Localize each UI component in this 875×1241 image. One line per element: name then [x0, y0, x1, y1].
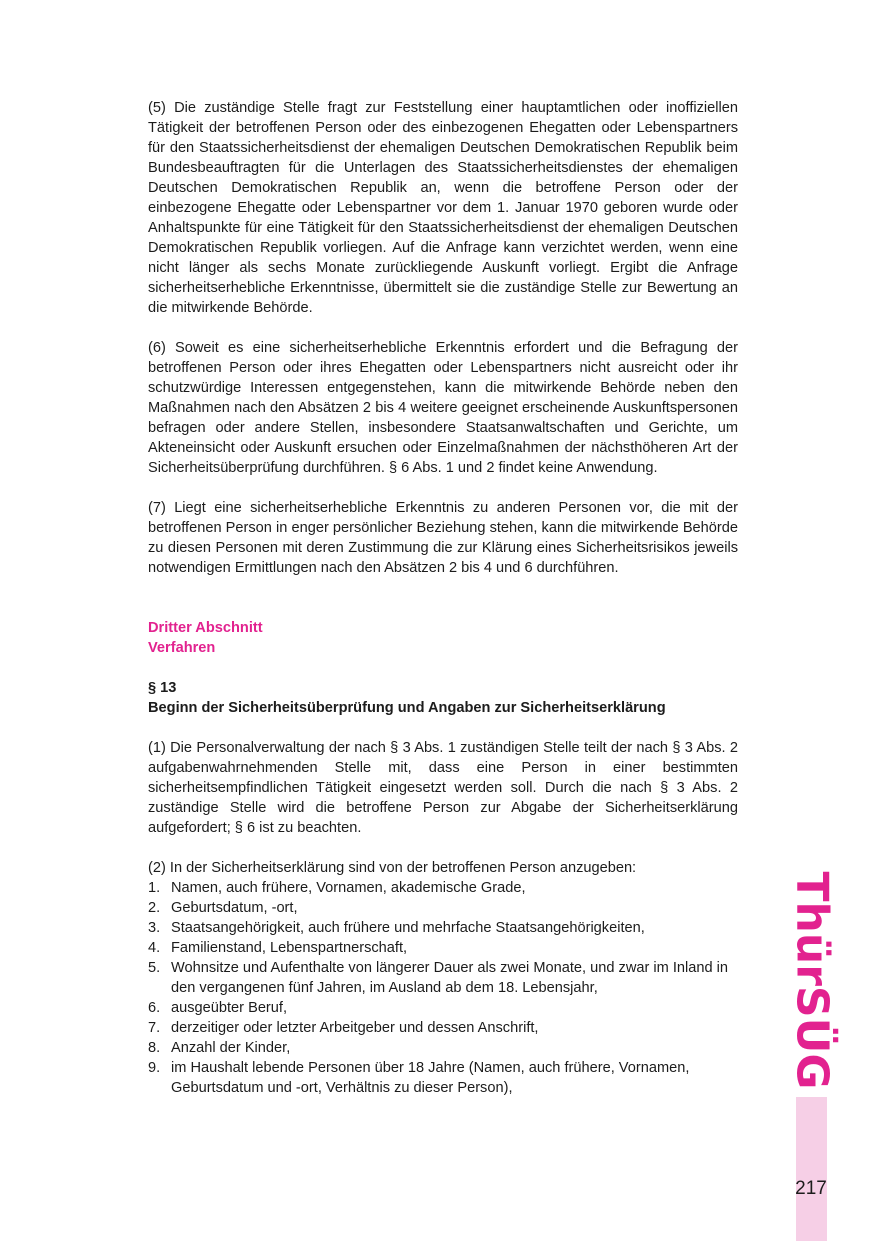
paragraph-7: (7) Liegt eine sicherheitserhebliche Erkenntnis zu anderen Personen vor, die mit der betroffenen Person in enger persönlicher Beziehung stehen, kann die mitwirkende Behörde zu diesen Personen mit deren Zustimmung die zur Klärung eines Sicherheitsrisikos jeweils notwendigen Ermittlungen nach den Absätzen 2 bis 4 und 6 durchführen.	[148, 500, 738, 576]
side-tab	[796, 1097, 827, 1241]
list-item-number: 6.	[148, 1000, 161, 1016]
list-item	[148, 1058, 738, 1098]
paragraph-number: § 13	[148, 680, 177, 696]
list-item	[148, 938, 738, 958]
side-title	[786, 871, 838, 1089]
list-item-text: Namen, auch frühere, Vornamen, akademische Grade,	[171, 880, 526, 896]
list-item	[148, 898, 738, 918]
list-item-number: 7.	[148, 1020, 161, 1036]
page-content	[148, 98, 738, 1098]
list-item	[148, 958, 738, 998]
declaration-list	[148, 878, 738, 1098]
paragraph-6: (6) Soweit es eine sicherheitserhebliche Erkenntnis erfordert und die Befragung der betroffenen Person oder ihres Ehegatten oder Lebenspartners nicht ausreicht oder ihr schutzwürdige Interessen entgegenstehen, kann die mitwirkende Behörde neben den Maßnahmen nach den Absätzen 2 bis 4 weitere geeignet erscheinende Auskunftspersonen befragen oder andere Stellen, insbesondere Staatsanwaltschaften und Gerichte, um Akteneinsicht oder Auskunft ersuchen oder Einzelmaßnahmen der nächsthöheren Art der Sicherheitsüberprüfung durchführen. § 6 Abs. 1 und 2 findet keine Anwendung.	[148, 340, 738, 476]
list-item-text: Geburtsdatum, -ort,	[171, 900, 298, 916]
section-title: Verfahren	[148, 640, 216, 656]
page-number: 217	[795, 1178, 827, 1199]
list-item-text: Familienstand, Lebenspartnerschaft,	[171, 940, 408, 956]
list-item-number: 9.	[148, 1060, 161, 1076]
list-item	[148, 878, 738, 898]
list-item-number: 8.	[148, 1040, 161, 1056]
list-item	[148, 1038, 738, 1058]
paragraph-13-1: (1) Die Personalverwaltung der nach § 3 Abs. 1 zuständigen Stelle teilt der nach § 3 Abs. 2 aufgabenwahrnehmenden Stelle mit, dass eine Person in einer bestimmten sicherheitsempfindlichen Tätigkeit eingesetzt werden soll. Durch die nach § 3 Abs. 2 zuständige Stelle wird die betroffene Person zur Abgabe der Sicherheitserklärung aufgefordert; § 6 ist zu beachten.	[148, 740, 738, 836]
paragraph-5: (5) Die zuständige Stelle fragt zur Feststellung einer hauptamtlichen oder inoffiziellen Tätigkeit der betroffenen Person oder des einbezogenen Ehegatten oder Lebenspartners für den Staatssicherheitsdienst der ehemaligen Deutschen Demokratischen Republik beim Bundesbeauftragten für die Unterlagen des Staatssicherheitsdienstes der ehemaligen Deutschen Demokratischen Republik an, wenn die betroffene Person oder der einbezogene Ehegatte oder Lebenspartner vor dem 1. Januar 1970 geboren wurde oder Anhaltspunkte für eine Tätigkeit für den Staatssicherheitsdienst der ehemaligen Deutschen Demokratischen Republik vorliegen. Auf die Anfrage kann verzichtet werden, wenn eine nicht länger als sechs Monate zurückliegende Auskunft vorliegt. Ergibt die Anfrage sicherheitserhebliche Erkenntnisse, übermittelt sie die zuständige Stelle zur Bewertung an die mitwirkende Behörde.	[148, 100, 738, 316]
section-number: Dritter Abschnitt	[148, 620, 263, 636]
list-item-text: derzeitiger oder letzter Arbeitgeber und dessen Anschrift,	[171, 1020, 539, 1036]
side-title-text: ThürSÜG	[786, 871, 838, 1089]
list-item	[148, 1018, 738, 1038]
list-item-number: 3.	[148, 920, 161, 936]
list-item	[148, 918, 738, 938]
paragraph-13-2: (2) In der Sicherheitserklärung sind von der betroffenen Person anzugeben:	[148, 860, 637, 876]
list-item-number: 5.	[148, 960, 161, 976]
list-item-text: Staatsangehörigkeit, auch frühere und mehrfache Staatsangehörigkeiten,	[171, 920, 645, 936]
list-item-text: Anzahl der Kinder,	[171, 1040, 291, 1056]
list-item-number: 2.	[148, 900, 161, 916]
list-item-text: ausgeübter Beruf,	[171, 1000, 288, 1016]
section-heading	[148, 618, 738, 658]
list-item-text: Wohnsitze und Aufenthalte von längerer Dauer als zwei Monate, und zwar im Inland in den vergangenen fünf Jahren, im Ausland ab dem 18. Lebensjahr,	[171, 960, 729, 996]
list-item-number: 4.	[148, 940, 161, 956]
list-item-number: 1.	[148, 880, 161, 896]
paragraph-title: Beginn der Sicherheitsüberprüfung und Angaben zur Sicherheitserklärung	[148, 700, 666, 716]
list-item-text: im Haushalt lebende Personen über 18 Jahre (Namen, auch frühere, Vornamen, Geburtsdatum und -ort, Verhältnis zu dieser Person),	[171, 1060, 690, 1096]
list-item	[148, 998, 738, 1018]
